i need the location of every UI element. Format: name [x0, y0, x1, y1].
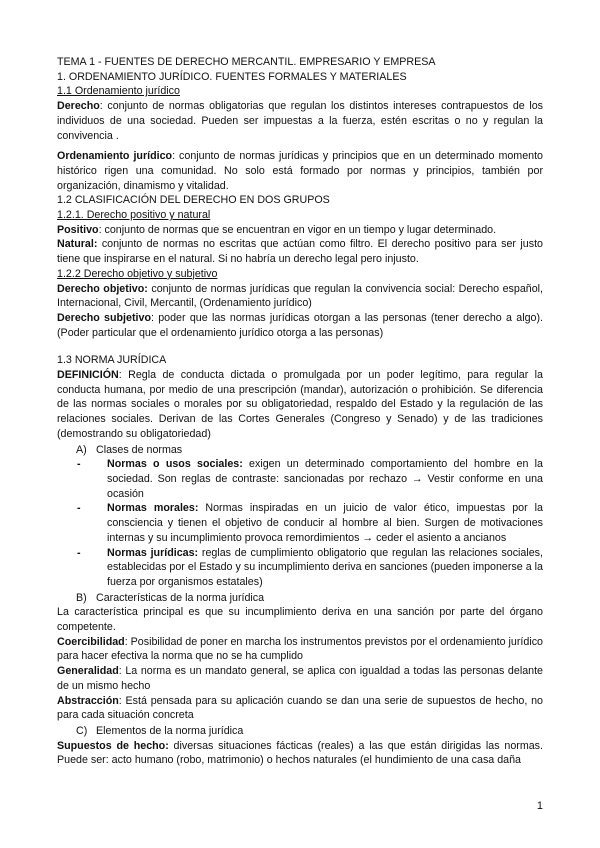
positivo-definition [57, 223, 543, 238]
list-item-term: Normas jurídicas: [107, 546, 199, 559]
coercibilidad-definition [57, 635, 543, 664]
list-item [57, 457, 543, 501]
section-1-3-heading: 1.3 NORMA JURÍDICA [57, 354, 167, 367]
section-1-heading: 1. ORDENAMIENTO JURÍDICO. FUENTES FORMALES Y MATERIALES [57, 70, 407, 83]
supuestos-text: diversas situaciones fácticas (reales) a las que están dirigidas las normas. Puede ser: acto humano (robo, matrimonio) o hechos naturales (el hundimiento de una casa daña [57, 739, 543, 767]
definicion-term: DEFINICIÓN [57, 369, 119, 382]
dash-bullet: - [77, 458, 81, 471]
subheading-c-marker: C) [76, 724, 88, 737]
derecho-text: : conjunto de normas obligatorias que regulan los distintos intereses contrapuestos de los individuos de una sociedad. Pueden ser impuestas a la fuerza, estén escritas o no y regulan la convivencia . [57, 100, 543, 142]
dash-bullet: - [77, 502, 81, 515]
dash-bullet: - [77, 546, 81, 559]
supuestos-term: Supuestos de hecho: [57, 739, 169, 752]
subsection-1-2-2-heading: 1.2.2 Derecho objetivo y subjetivo [57, 267, 218, 280]
subjetivo-text: : poder que las normas jurídicas otorgan a las personas (tener derecho a algo). (Poder particular que el ordenamiento jurídico otorga a las personas) [57, 311, 543, 339]
natural-text: conjunto de normas no escritas que actúan como filtro. El derecho positivo para ser justo tiene que inspirarse en el natural. Si no habría un derecho legal pero injusto. [57, 238, 543, 266]
subheading-b-title: Características de la norma jurídica [96, 591, 265, 604]
abstraccion-definition [57, 694, 543, 723]
list-item [57, 546, 543, 590]
list-item-term: Normas o usos sociales: [107, 458, 243, 471]
subheading-a-marker: A) [76, 443, 87, 456]
coercibilidad-term: Coercibilidad [57, 635, 125, 648]
natural-definition [57, 237, 543, 266]
generalidad-definition [57, 664, 543, 693]
list-item-text: Normas inspiradas en un juicio de valor ético, impuestas por la consciencia y tienen el objetivo de conducir al hombre al bien. Surgen de motivaciones internas y su incumplimiento provoca remordimientos → ceder el asiento a ancianos [107, 502, 543, 544]
abstraccion-term: Abstracción [57, 694, 119, 707]
subheading-a [57, 443, 543, 458]
derecho-definition [57, 99, 543, 143]
subsection-1-1-heading: 1.1 Ordenamiento jurídico [57, 85, 180, 98]
list-item-text: reglas de cumplimiento obligatorio que regulan las relaciones sociales, establecidas por el Estado y su incumplimiento deriva en sanciones (pueden imponerse a la fuerza por organismos estatales) [107, 546, 543, 588]
list-item-text: exigen un determinado comportamiento del hombre en la sociedad. Son reglas de contraste: sancionadas por rechazo → Vestir conforme en una ocasión [107, 458, 543, 500]
objetivo-definition [57, 282, 543, 311]
coercibilidad-text: : Posibilidad de poner en marcha los instrumentos previstos por el ordenamiento jurídico para hacer efectiva la norma que no se ha cumplido [57, 635, 543, 663]
generalidad-term: Generalidad [57, 665, 119, 678]
norma-definition [57, 368, 543, 442]
subheading-b [57, 591, 543, 606]
subsection-1-2-1-heading: 1.2.1. Derecho positivo y natural [57, 209, 211, 222]
caracteristicas-intro: La característica principal es que su incumplimiento deriva en una sanción por parte del órgano competente. [57, 606, 543, 634]
section-1-2-heading: 1.2 CLASIFICACIÓN DEL DERECHO EN DOS GRUPOS [57, 194, 330, 207]
abstraccion-text: : Está pensada para su aplicación cuando se dan una serie de supuestos de hecho, no para cada situación concreta [57, 694, 543, 722]
clases-normas-list [57, 457, 543, 589]
subheading-c [57, 724, 543, 739]
subheading-a-title: Clases de normas [96, 443, 183, 456]
subheading-c-title: Elementos de la norma jurídica [96, 724, 244, 737]
subjetivo-term: Derecho subjetivo [57, 311, 151, 324]
ordenamiento-definition [57, 149, 543, 193]
subjetivo-definition [57, 311, 543, 340]
supuestos-definition [57, 739, 543, 768]
definicion-text: : Regla de conducta dictada o promulgada por un poder legítimo, para regular la conducta humana, por medio de una prescripción (mandar), autorización o prohibición. Se diferencia de las normas sociales o morales por su obligatoriedad, respaldo del Estado y la regulación de las relaciones sociales. Derivan de las Cortes Generales (Congreso y Senado) y de las tradiciones (demostrando su obligatoriedad) [57, 369, 543, 440]
subheading-b-marker: B) [76, 591, 87, 604]
page-number: 1 [536, 800, 543, 812]
positivo-term: Positivo [57, 223, 99, 236]
generalidad-text: : La norma es un mandato general, se aplica con igualdad a todas las personas delante de un mismo hecho [57, 665, 543, 692]
list-item-term: Normas morales: [107, 502, 199, 515]
positivo-text: : conjunto de normas que se encuentran en vigor en un tiempo y lugar determinado. [98, 223, 497, 236]
objetivo-text: conjunto de normas jurídicas que regulan la convivencia social: Derecho español, Internacional, Civil, Mercantil, (Ordenamiento jurídico) [57, 282, 544, 310]
ordenamiento-term: Ordenamiento jurídico [57, 150, 173, 163]
natural-term: Natural: [57, 238, 98, 251]
doc-title: TEMA 1 - FUENTES DE DERECHO MERCANTIL. EMPRESARIO Y EMPRESA [57, 56, 436, 68]
derecho-term: Derecho [57, 100, 100, 113]
list-item [57, 501, 543, 545]
ordenamiento-text: : conjunto de normas jurídicas y principios que en un determinado momento histórico rigen una comunidad. No solo está formado por normas y principios, también por organización, dinamismo y vitalidad. [57, 150, 543, 192]
objetivo-term: Derecho objetivo: [57, 282, 148, 295]
